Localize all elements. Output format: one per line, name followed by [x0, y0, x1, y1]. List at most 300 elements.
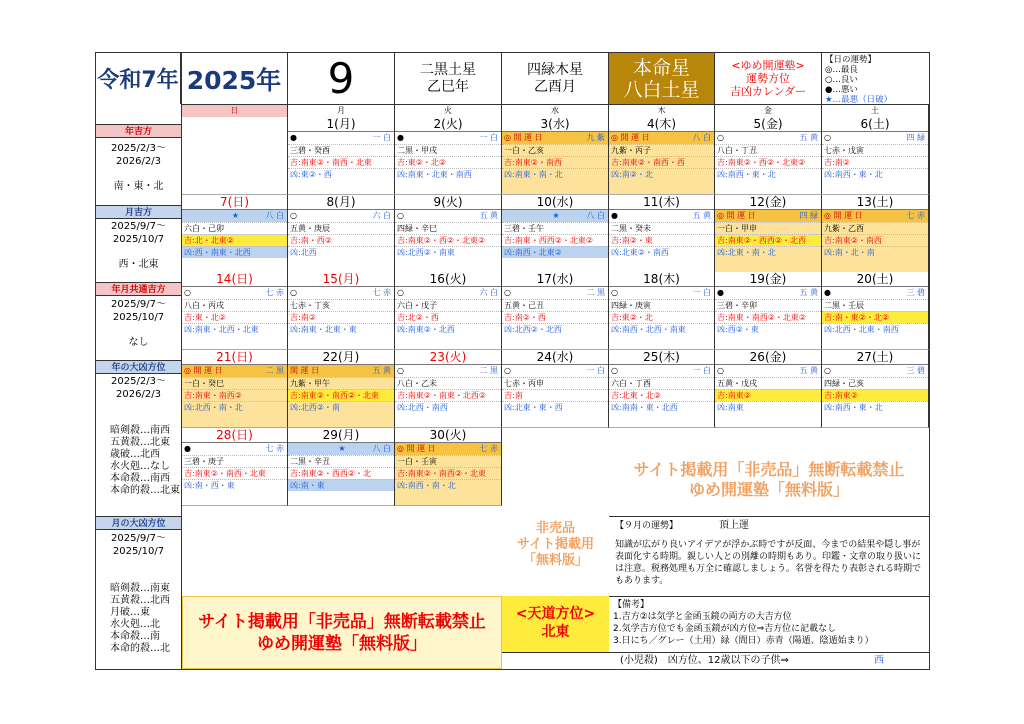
day-kichi: 吉:南② [288, 311, 394, 323]
tsuki-dir [96, 259, 181, 271]
daikyo-item: 本命的殺…北東 [110, 485, 180, 496]
day-cell [502, 350, 609, 428]
day-mark-symbol: ○ [824, 133, 831, 142]
day-kyo: 凶:南西・東・北 [822, 401, 928, 413]
day-kichi: 吉:南東②・南西・北東 [288, 156, 394, 168]
day-kichi: 吉:南東② [822, 389, 928, 401]
day-cell [288, 195, 395, 273]
day-number: 14(日) [182, 272, 287, 287]
day-mark-star: 一 白 [692, 366, 711, 375]
day-eto: 二黒・甲戌 [395, 144, 501, 156]
year: 2025年 [186, 65, 282, 95]
day-kichi: 吉:南東②・南西②・北東 [395, 467, 501, 479]
day-kichi: 吉:南 [502, 389, 608, 401]
day-eto: 三碧・癸酉 [288, 144, 394, 156]
day-mark-star: 二 黒 [479, 366, 498, 375]
day-kyo: 凶:南西・東・北 [822, 168, 928, 180]
day-mark-star: 二 黒 [586, 288, 605, 297]
day-kyo: 凶:北東・南・北 [715, 246, 821, 258]
day-mark-symbol: ○ [397, 366, 404, 375]
month-star [502, 53, 609, 104]
day-mark-star: 七 赤 [265, 288, 284, 297]
day-cell [395, 117, 502, 195]
day-eto: 一白・癸巳 [182, 377, 287, 389]
day-mark-star: 二 黒 [265, 366, 284, 375]
day-eto: 五黄・庚辰 [288, 222, 394, 234]
day-mark-symbol: ○ [611, 366, 618, 375]
day-mark [715, 210, 821, 222]
day-mark [182, 287, 287, 299]
day-kyo: 凶:西②・東 [715, 323, 821, 335]
day-mark [395, 210, 501, 222]
day-kichi: 吉:南②・西 [502, 311, 608, 323]
nen-daikyo-range1: 2025/2/3～ [111, 376, 166, 387]
day-kichi: 吉:東②・北 [609, 311, 714, 323]
unsei-rank: 頂上運 [719, 520, 749, 531]
day-eto: 二黒・辛丑 [288, 455, 394, 467]
daikyo-item: 暗剣殺…南東 [110, 583, 170, 594]
day-eto: 一白・乙亥 [502, 144, 608, 156]
day-kichi: 吉:東・北② [182, 311, 287, 323]
reiwa-year: 令和7年 [97, 68, 179, 93]
day-kichi: 吉:北東・北② [609, 389, 714, 401]
day-kyo: 凶:南東・北東・南西 [395, 168, 501, 180]
day-eto: 六白・己卯 [182, 222, 287, 234]
day-number: 3(水) [502, 117, 608, 132]
day-kyo: 凶:南東②・北西 [395, 323, 501, 335]
day-mark [822, 287, 928, 299]
warning-big-2: ゆめ開運塾「無料版」 [688, 480, 849, 499]
day-cell [288, 428, 395, 506]
tsuki-dir-text: 西・北東 [118, 259, 159, 270]
biko-box [609, 596, 929, 652]
day-mark-star: 四 緑 [799, 211, 818, 220]
day-kyo: 凶:南西・北東② [502, 246, 608, 258]
month-star-l1: 四緑木星 [527, 61, 583, 78]
kyotsu-dir: なし [128, 337, 149, 348]
day-mark-symbol: ◎ 開 運 日 [717, 211, 756, 220]
month: 9 [327, 54, 355, 103]
nen-daikyo-list [96, 425, 181, 497]
day-eto: 六白・戊子 [395, 299, 501, 311]
day-number: 8(月) [288, 195, 394, 210]
day-number: 12(金) [715, 195, 821, 210]
day-number: 6(土) [822, 117, 928, 132]
tsuki-range2: 2025/10/7 [112, 234, 165, 245]
day-mark-star: 七 赤 [265, 444, 284, 453]
tsuki-daikyo-range2: 2025/10/7 [112, 546, 165, 557]
day-eto: 五黄・戊戌 [715, 377, 821, 389]
daikyo-item: 五黄殺…北東 [110, 437, 170, 448]
reiwa-cell [96, 53, 181, 104]
day-mark-symbol: 開 運 日 [290, 366, 320, 375]
yume-title [715, 53, 822, 104]
legend-d: ★…最悪（日破） [825, 95, 893, 105]
day-kyo: 凶:北東②・南西 [609, 246, 714, 258]
day-kichi: 吉:南東②・西西②・北西 [715, 234, 821, 246]
day-mark-star: 九 紫 [586, 133, 605, 142]
day-number: 27(土) [822, 350, 928, 365]
weekday-6: 土 [822, 104, 929, 117]
nen-daikyo-range2: 2026/2/3 [116, 389, 161, 400]
day-mark-star: 八 白 [586, 211, 605, 220]
day-mark-star: 八 白 [692, 133, 711, 142]
day-number: 19(金) [715, 272, 821, 287]
day-cell [609, 117, 715, 195]
unsei-box [609, 516, 929, 596]
daikyo-item: 五黄殺…北西 [110, 595, 170, 606]
daikyo-item: 月破…東 [110, 607, 150, 618]
tenkou-l2: 北東 [541, 624, 570, 640]
day-mark-symbol: ○ [290, 288, 297, 297]
day-cell [395, 428, 502, 506]
day-mark [502, 365, 608, 377]
day-number: 20(土) [822, 272, 928, 287]
legend-c: ●…悪い [825, 85, 858, 95]
day-cell [715, 272, 822, 350]
year-star-l2: 乙巳年 [427, 78, 469, 95]
day-kyo: 凶:北西・南・北 [182, 401, 287, 413]
unsei-text: 知識が広がり良いアイデアが浮かぶ時ですが反面、今までの結果や隠し事が表面化する時期。親しい人との別離の時期もあり。印鑑・文章の取り扱いには注意。税務処理も万全に確認しましょう。名誉を得たり表彰される時期でもあります。 [615, 540, 922, 586]
day-cell [609, 195, 715, 273]
day-mark-symbol: ● [184, 444, 191, 453]
legend-a: ◎…最良 [825, 65, 858, 75]
day-mark-star: 一 白 [586, 366, 605, 375]
day-kichi: 吉:南東②・南西②・北東 [288, 389, 394, 401]
day-kyo: 凶:南東 [715, 401, 821, 413]
day-eto: 五黄・己丑 [502, 299, 608, 311]
day-kyo: 凶:北西②・南東 [395, 246, 501, 258]
day-kichi: 吉:南東・南西②・北東② [715, 311, 821, 323]
day-number: 15(月) [288, 272, 394, 287]
day-kyo: 凶:東②・西 [288, 168, 394, 180]
tsuki-daikyo-range1: 2025/9/7～ [111, 533, 166, 544]
day-mark-star: 一 白 [692, 288, 711, 297]
tsuki-daikyo-list [96, 583, 181, 655]
empty-cell [182, 117, 288, 195]
day-eto: 七赤・丁亥 [288, 299, 394, 311]
tsuki-range1: 2025/9/7～ [111, 221, 166, 232]
day-number: 17(水) [502, 272, 608, 287]
warning-small-1: 非売品 [535, 521, 575, 536]
day-kichi: 吉:南東②・西西②・北 [288, 467, 394, 479]
day-kyo: 凶:北西・南西 [395, 401, 501, 413]
day-kichi: 吉:南東②・南東・北西② [395, 389, 501, 401]
day-cell [502, 117, 609, 195]
honmei-l2: 八白土星 [623, 78, 700, 101]
day-mark-star: 六 白 [479, 288, 498, 297]
shoji-dir: 西 [874, 655, 884, 666]
biko-l2: 2.気学吉方位でも金函玉鏡が凶方位⇒吉方位に記載なし [613, 624, 837, 634]
day-cell [609, 350, 715, 428]
day-number: 30(火) [395, 428, 501, 443]
day-eto: 七赤・丙申 [502, 377, 608, 389]
day-number: 1(月) [288, 117, 394, 132]
shoji-label: (小児殺) 凶方位、12歳以下の子供⇒ [620, 655, 789, 666]
day-mark [288, 443, 394, 455]
weekday-2: 火 [395, 104, 502, 117]
daikyo-item: 暗剣殺…南西 [110, 425, 170, 436]
day-kichi: 吉:南東②・西②・北東② [715, 156, 821, 168]
day-eto: 三碧・辛卯 [715, 299, 821, 311]
nen-daikyo-label: 年の大凶方位 [96, 360, 181, 374]
legend-title: 【日の運勢】 [825, 55, 877, 65]
day-eto: 六白・丁酉 [609, 377, 714, 389]
day-number: 9(火) [395, 195, 501, 210]
tenkou-l1: <天道方位> [515, 606, 596, 622]
shoji-row [502, 652, 929, 669]
nen-kippo-label: 年吉方 [96, 124, 181, 138]
day-mark-symbol: ★ [552, 211, 560, 220]
day-mark-star: 五 黄 [372, 366, 391, 375]
day-kyo: 凶:南②・北 [609, 168, 714, 180]
day-mark-star: 一 白 [479, 133, 498, 142]
day-mark-star: 五 黄 [799, 133, 818, 142]
day-mark [822, 365, 928, 377]
day-mark-symbol: ◎ 開 運 日 [504, 133, 543, 142]
day-mark-symbol: ◎ 開 運 日 [397, 444, 436, 453]
day-cell [182, 272, 288, 350]
day-cell [715, 195, 822, 273]
day-kichi: 吉:北・北東② [182, 234, 287, 246]
day-kyo: 凶:南西・東・北 [715, 168, 821, 180]
warning-small-3: 「無料版」 [522, 553, 588, 568]
tsuki-kippo-label: 月吉方 [96, 205, 181, 219]
legend-b: ○…良い [825, 75, 858, 85]
year-star [395, 53, 502, 104]
day-cell [609, 272, 715, 350]
side-divider [181, 53, 182, 669]
tenkou-box [502, 596, 609, 652]
yume-l1: <ゆめ開運塾> [731, 59, 805, 72]
day-mark-star: 五 黄 [799, 288, 818, 297]
day-cell [182, 428, 288, 506]
day-mark-symbol: ○ [504, 288, 511, 297]
day-number: 26(金) [715, 350, 821, 365]
day-mark [609, 287, 714, 299]
day-mark-symbol: ● [824, 288, 831, 297]
day-kichi: 吉:南② [822, 156, 928, 168]
day-mark-star: 七 赤 [479, 444, 498, 453]
day-kichi: 吉:南東・西西②・北東② [502, 234, 608, 246]
day-kyo: 凶:南・東 [288, 479, 394, 491]
day-kyo: 凶:南・北・南 [822, 246, 928, 258]
day-kyo: 凶:南西・南・北 [395, 479, 501, 491]
legend [822, 53, 929, 104]
day-number: 21(日) [182, 350, 287, 365]
daikyo-item: 本命的殺…北 [110, 643, 170, 654]
day-mark-symbol: ○ [717, 366, 724, 375]
day-kichi: 吉:南・東②・北② [822, 311, 928, 323]
day-number: 28(日) [182, 428, 287, 443]
day-cell [822, 195, 929, 273]
unsei-title: 【９月の運勢】 [615, 521, 679, 531]
day-kichi: 吉:南東②・南西 [822, 234, 928, 246]
day-eto: 八白・丙戌 [182, 299, 287, 311]
day-mark [822, 132, 928, 144]
day-mark-star: 七 赤 [906, 211, 925, 220]
day-mark-symbol: ● [397, 133, 404, 142]
day-kyo: 凶:南・西・東 [182, 479, 287, 491]
day-kyo: 凶:南東・北西・北東 [182, 323, 287, 335]
weekday-3: 水 [502, 104, 609, 117]
day-mark [395, 365, 501, 377]
warning-big [609, 460, 929, 500]
day-eto: 四緑・辛巳 [395, 222, 501, 234]
day-eto: 三碧・壬午 [502, 222, 608, 234]
day-number: 13(土) [822, 195, 928, 210]
day-eto: 一白・壬寅 [395, 455, 501, 467]
day-mark-symbol: ★ [338, 444, 346, 453]
weekday-1: 月 [288, 104, 395, 117]
weekday-4: 木 [609, 104, 715, 117]
day-eto: 八白・丁丑 [715, 144, 821, 156]
day-mark-symbol: ★ [231, 211, 240, 220]
daikyo-item: 本命殺…南西 [110, 473, 170, 484]
day-mark-symbol: ○ [717, 133, 724, 142]
day-number: 22(月) [288, 350, 394, 365]
day-kyo: 凶:西・南東・北西 [182, 246, 287, 258]
day-kichi: 吉:南東②・西②・北東② [395, 234, 501, 246]
day-kichi: 吉:南東②・南西・西 [609, 156, 714, 168]
honmei-star [609, 53, 715, 104]
day-kyo: 凶:北西 [288, 246, 394, 258]
day-mark-symbol: ○ [397, 211, 404, 220]
day-mark [502, 210, 608, 222]
day-mark-symbol: ○ [397, 288, 404, 297]
day-mark-star: 五 黄 [692, 211, 711, 220]
day-mark-star: 八 白 [265, 211, 284, 220]
biko-l1: 1.吉方②は気学と金函玉鏡の両方の大吉方位 [613, 612, 792, 622]
day-kyo: 凶:南東・北東・東 [288, 323, 394, 335]
day-number: 7(日) [182, 195, 287, 210]
day-mark [715, 287, 821, 299]
day-number: 2(火) [395, 117, 501, 132]
day-mark-symbol: ● [290, 133, 297, 142]
biko-l3: 3.日にち／グレー（土用）緑（間日）赤青（陽遁、陰遁始まり） [613, 636, 874, 646]
day-mark [502, 132, 608, 144]
month-star-l2: 乙酉月 [534, 78, 576, 95]
day-kichi: 吉:東②・北② [395, 156, 501, 168]
day-kyo: 凶:南南・東・北西 [609, 401, 714, 413]
day-mark [288, 210, 394, 222]
warning-bottom-1: サイト掲載用「非売品」無断転載禁止 [198, 612, 486, 632]
day-cell [182, 195, 288, 273]
day-kichi: 吉:北②・西 [395, 311, 501, 323]
day-mark-star: 六 白 [372, 211, 391, 220]
day-mark-symbol: ○ [824, 366, 831, 375]
year-star-l1: 二黒土星 [420, 61, 476, 78]
day-mark-symbol: ○ [290, 211, 297, 220]
day-eto: 二黒・癸未 [609, 222, 714, 234]
day-kichi: 吉:南東②・南西・北東 [182, 467, 287, 479]
nen-dir: 南・東・北 [113, 181, 164, 192]
day-mark-star: 五 黄 [479, 211, 498, 220]
month-cell [288, 53, 395, 104]
day-number: 10(水) [502, 195, 608, 210]
day-kichi: 吉:南東② [715, 389, 821, 401]
day-number: 16(火) [395, 272, 501, 287]
day-mark-symbol: ● [717, 288, 724, 297]
tsuki-daikyo-label: 月の大凶方位 [96, 516, 181, 530]
day-kichi: 吉:南東②・南西 [502, 156, 608, 168]
day-number: 18(木) [609, 272, 714, 287]
day-eto: 二黒・壬辰 [822, 299, 928, 311]
day-cell [395, 272, 502, 350]
day-eto: 九紫・乙酉 [822, 222, 928, 234]
day-mark [288, 132, 394, 144]
day-eto: 一白・甲申 [715, 222, 821, 234]
kyotsu-label: 年月共通吉方 [96, 282, 181, 296]
day-cell [715, 117, 822, 195]
day-kichi: 吉:南東・南西② [182, 389, 287, 401]
day-number: 5(金) [715, 117, 821, 132]
warning-small [502, 521, 609, 569]
honmei-l1: 本命星 [632, 56, 690, 79]
weekday-0: 日 [182, 104, 288, 117]
day-kyo: 凶:北西②・南 [288, 401, 394, 413]
day-cell [822, 117, 929, 195]
day-eto: 九紫・丙子 [609, 144, 714, 156]
day-mark [609, 210, 714, 222]
day-cell [502, 195, 609, 273]
warning-big-1: サイト掲載用「非売品」無断転載禁止 [633, 460, 905, 479]
day-cell [182, 350, 288, 428]
day-mark [288, 287, 394, 299]
warning-bottom-2: ゆめ開運塾「無料版」 [257, 634, 427, 654]
day-kyo: 凶:北東・東・西 [502, 401, 608, 413]
calendar [95, 52, 930, 670]
warning-bottom [182, 596, 502, 669]
weekday-5: 金 [715, 104, 822, 117]
day-mark [822, 210, 928, 222]
day-mark-symbol: ○ [611, 288, 618, 297]
day-cell [288, 350, 395, 428]
day-mark-star: 一 白 [372, 133, 391, 142]
day-mark-symbol: ◎ 開 運 日 [611, 133, 650, 142]
warning-small-2: サイト掲載用 [516, 537, 595, 552]
day-cell [822, 350, 929, 428]
nen-range2: 2026/2/3 [116, 156, 161, 167]
day-kyo: 凶:北西②・北西 [502, 323, 608, 335]
day-mark-star: 三 碧 [906, 366, 925, 375]
day-number: 11(木) [609, 195, 714, 210]
kyotsu-range1: 2025/9/7～ [111, 299, 166, 310]
yume-l3: 吉凶カレンダー [729, 85, 807, 98]
day-mark [395, 443, 501, 455]
day-mark-star: 五 黄 [799, 366, 818, 375]
day-eto: 四緑・己亥 [822, 377, 928, 389]
year-cell [181, 53, 288, 104]
kyotsu-range2: 2025/10/7 [112, 312, 165, 323]
nen-range1: 2025/2/3～ [111, 143, 166, 154]
daikyo-item: 水火剋…なし [110, 461, 170, 472]
day-number: 4(木) [609, 117, 714, 132]
day-mark [609, 365, 714, 377]
daikyo-item: 歳破…北西 [110, 449, 160, 460]
day-number: 29(月) [288, 428, 394, 443]
day-mark-symbol: ◎ 開 運 日 [824, 211, 863, 220]
day-mark [715, 132, 821, 144]
day-number: 25(木) [609, 350, 714, 365]
day-mark [715, 365, 821, 377]
day-mark-star: 三 碧 [906, 288, 925, 297]
day-number: 24(水) [502, 350, 608, 365]
day-eto: 三碧・庚子 [182, 455, 287, 467]
day-kichi: 吉:南・西② [288, 234, 394, 246]
day-kyo: 凶:南西・北西・南東 [609, 323, 714, 335]
day-cell [822, 272, 929, 350]
